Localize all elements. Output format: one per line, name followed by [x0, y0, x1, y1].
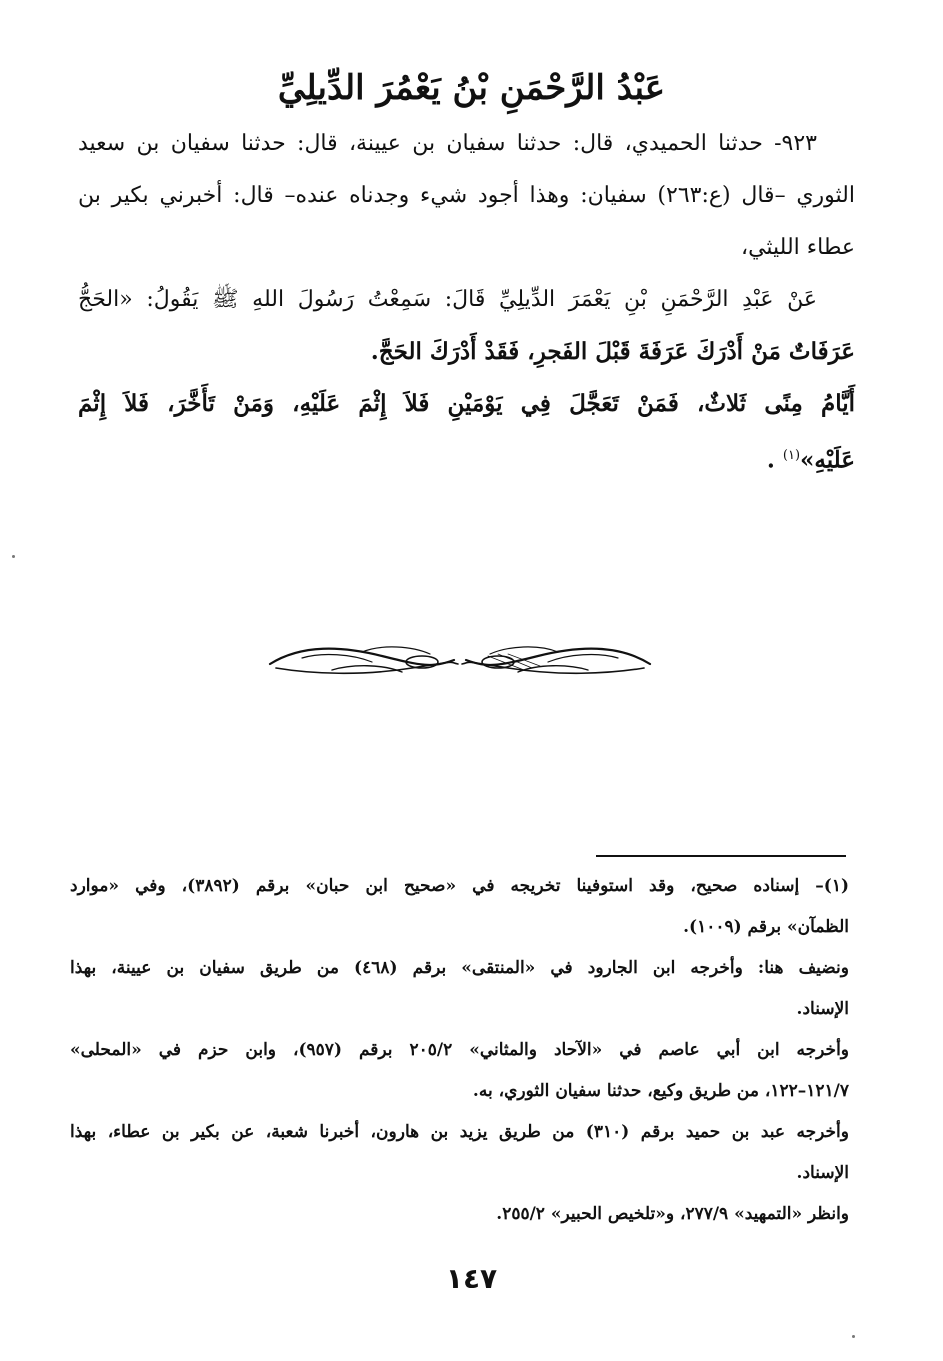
footnote-separator: [596, 855, 846, 857]
footnotes: [70, 866, 849, 1235]
footnote-line: وانظر «التمهيد» ٢٧٧/٩، و«تلخيص الحبير» ٢٥٥/٢.: [496, 1204, 849, 1224]
footnote-line: وأخرجه عبد بن حميد برقم (٣١٠) من طريق يزيد بن هارون، أخبرنا شعبة، عن بكير بن عطاء، بهذا: [70, 1122, 849, 1142]
hadith-text: [78, 118, 855, 487]
footnote-line: الإسناد.: [796, 1163, 849, 1183]
isnad-line: عطاء الليثي،: [740, 235, 855, 260]
page-number: ١٤٧: [445, 1262, 498, 1295]
matn-end: .: [766, 446, 783, 474]
footnote-line: وأخرجه ابن أبي عاصم في «الآحاد والمثاني» ٢٠٥/٢ برقم (٩٥٧)، وابن حزم في «المحلى»: [70, 1040, 850, 1060]
footnote-line: الظمآن» برقم (١٠٠٩).: [683, 917, 849, 937]
ornament-divider-icon: [262, 634, 658, 684]
chapter-title: عَبْدُ الرَّحْمَنِ بْنُ يَعْمُرَ الدِّيلِيِّ: [277, 68, 666, 108]
matn-line-final: [78, 430, 855, 487]
footnote-line: الإسناد.: [796, 999, 849, 1019]
matn-line: أَيَّامُ مِنًى ثَلاثٌ، فَمَنْ تَعَجَّلَ فِي يَوْمَيْنِ فَلاَ إِثْمَ عَلَيْهِ، وَمَنْ تَأَخَّرَ، فَلاَ إِثْمَ: [78, 390, 855, 417]
scan-speck: [12, 555, 15, 558]
matn-text: عَلَيْهِ»: [800, 446, 855, 474]
isnad-line: ٩٢٣- حدثنا الحميدي، قال: حدثنا سفيان بن عيينة، قال: حدثنا سفيان بن سعيد: [78, 131, 817, 156]
footnote-reference: (١): [782, 448, 801, 463]
footnote-line: ١٢١/٧–١٢٢، من طريق وكيع، حدثنا سفيان الثوري، به.: [472, 1081, 849, 1101]
footnote-line: (١)– إسناده صحيح، وقد استوفينا تخريجه في «صحيح ابن حبان» برقم (٣٨٩٢)، وفي «موارد: [70, 876, 849, 896]
matn-line: عَنْ عَبْدِ الرَّحْمَنِ بْنِ يَعْمَرَ الدِّيلِيِّ قَالَ: سَمِعْتُ رَسُولَ اللهِ ﷺ يَقُولُ: «الحَجُّ: [78, 287, 817, 312]
matn-line: عَرَفَاتٌ مَنْ أَدْرَكَ عَرَفَةَ قَبْلَ الفَجرِ، فَقَدْ أَدْرَكَ الحَجَّ.: [370, 338, 855, 365]
isnad-line: الثوري –قال (ع:٢٦٣) سفيان: وهذا أجود شيء وجدناه عنده– قال: أخبرني بكير بن: [78, 183, 856, 208]
scan-speck: [852, 1335, 855, 1338]
footnote-line: ونضيف هنا: وأخرجه ابن الجارود في «المنتقى» برقم (٤٦٨) من طريق سفيان بن عيينة، بهذا: [70, 958, 849, 978]
